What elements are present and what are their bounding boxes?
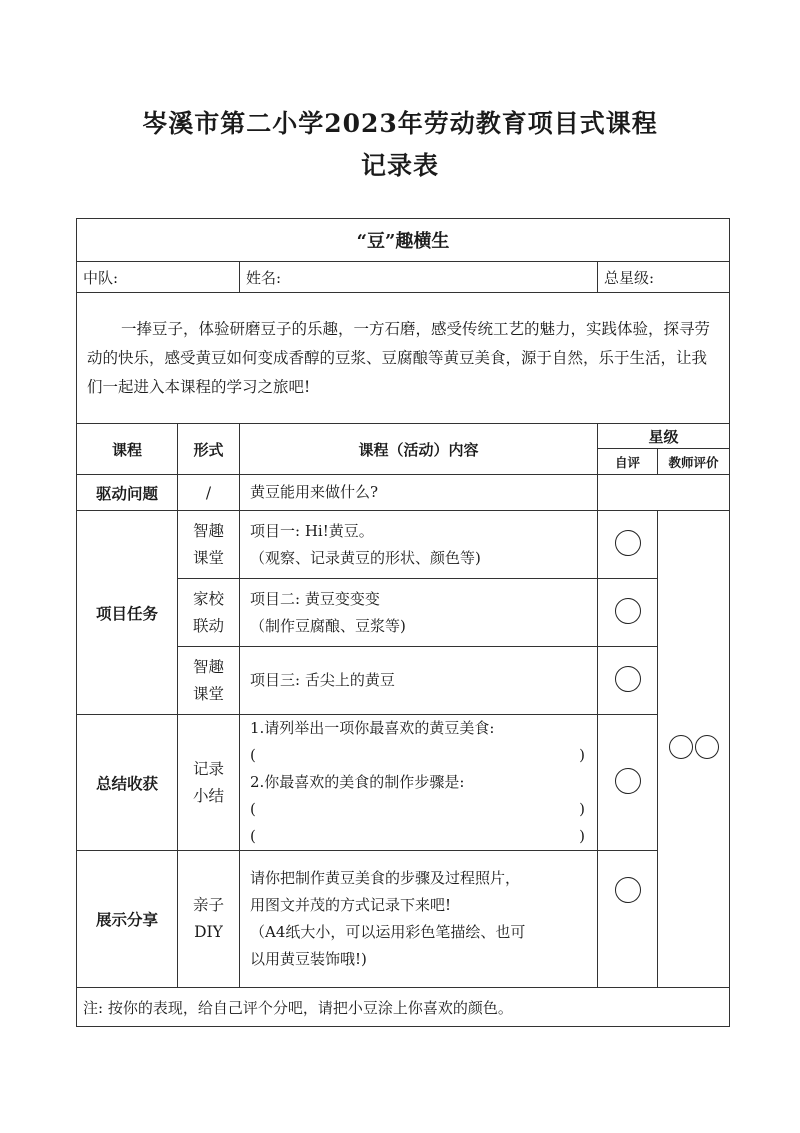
paren-open: ( [250, 800, 256, 818]
header-self-eval: 自评 [598, 449, 658, 475]
share-label: 展示分享 [77, 851, 178, 988]
summary-question-1: 1.请列举出一项你最喜欢的黄豆美食: [250, 719, 495, 737]
paren-close: ) [579, 827, 585, 845]
course-intro: 一捧豆子，体验研磨豆子的乐趣，一方石磨，感受传统工艺的魅力，实践体验，探寻劳动的快乐，感受黄豆如何变成香醇的豆浆、豆腐酿等黄豆美食，源于自然，乐于生活，让我们一起进入本课程的学习之旅吧! [77, 293, 730, 424]
task-form [178, 511, 240, 579]
task-form-line: 家校 [192, 589, 224, 608]
paren-close: ) [579, 800, 585, 818]
task-content [240, 511, 598, 579]
task-form-line: 课堂 [192, 548, 224, 567]
document-subtitle: 记录表 [360, 151, 439, 180]
self-eval-cell [598, 511, 658, 579]
self-eval-cell [598, 715, 658, 851]
task-content [240, 647, 598, 715]
document-title: 岑溪市第二小学2023年劳动教育项目式课程 [142, 109, 658, 138]
share-text-line: （A4纸大小，可以运用彩色笔描绘、也可 [250, 923, 526, 941]
paren-close: ) [579, 746, 585, 764]
paren-open: ( [250, 827, 256, 845]
task-title: 项目二: 黄豆变变变 [250, 589, 380, 608]
task-form-line: 智趣 [192, 657, 224, 676]
project-tasks-label: 项目任务 [77, 511, 178, 715]
drive-question-form: / [178, 475, 240, 511]
paren-open: ( [250, 746, 256, 764]
header-teacher-eval: 教师评价 [658, 449, 730, 475]
task-form-line: 智趣 [192, 521, 224, 540]
bean-rating-circle[interactable] [615, 530, 641, 556]
summary-content [240, 715, 598, 851]
task-form [178, 579, 240, 647]
summary-form-line: 记录 [192, 759, 224, 778]
task-content [240, 579, 598, 647]
answer-blank[interactable] [250, 796, 597, 823]
bean-rating-circle[interactable] [615, 598, 641, 624]
header-form: 形式 [178, 424, 240, 475]
answer-blank[interactable] [250, 823, 597, 850]
bean-rating-circle[interactable] [615, 666, 641, 692]
task-title: 项目一: Hi!黄豆。 [250, 521, 374, 540]
task-form [178, 647, 240, 715]
record-table [76, 218, 730, 1027]
share-form-line: DIY [194, 923, 223, 941]
share-text-line: 以用黄豆装饰哦!) [250, 950, 367, 968]
task-form-line: 课堂 [192, 684, 224, 703]
bean-rating-circle[interactable] [615, 768, 641, 794]
header-content: 课程（活动）内容 [240, 424, 598, 475]
bean-rating-circle[interactable] [615, 877, 641, 903]
task-title: 项目三: 舌尖上的黄豆 [250, 671, 395, 689]
share-form-line: 亲子 [192, 896, 224, 914]
share-form [178, 851, 240, 988]
share-text-line: 用图文并茂的方式记录下来吧! [250, 896, 452, 914]
self-eval-cell [598, 647, 658, 715]
squad-field[interactable]: 中队: [77, 262, 240, 293]
summary-form-line: 小结 [192, 786, 224, 805]
summary-label: 总结收获 [77, 715, 178, 851]
drive-question-content: 黄豆能用来做什么? [240, 475, 598, 511]
student-name-field[interactable]: 姓名: [240, 262, 598, 293]
share-content [240, 851, 598, 988]
footnote: 注: 按你的表现，给自己评个分吧，请把小豆涂上你喜欢的颜色。 [77, 988, 730, 1027]
bean-rating-circle[interactable] [695, 735, 719, 759]
self-eval-cell [598, 851, 658, 988]
answer-blank[interactable] [250, 742, 597, 769]
task-detail: （制作豆腐酿、豆浆等) [250, 616, 406, 635]
teacher-eval-cell [658, 511, 730, 988]
header-course: 课程 [77, 424, 178, 475]
drive-question-label: 驱动问题 [77, 475, 178, 511]
bean-rating-circle[interactable] [669, 735, 693, 759]
share-text-line: 请你把制作黄豆美食的步骤及过程照片， [250, 869, 521, 887]
task-form-line: 联动 [192, 616, 224, 635]
summary-question-2: 2.你最喜欢的美食的制作步骤是: [250, 773, 465, 791]
course-name: “豆”趣横生 [77, 219, 730, 262]
self-eval-cell [598, 579, 658, 647]
total-stars-field[interactable]: 总星级: [598, 262, 730, 293]
header-stars: 星级 [598, 424, 730, 449]
summary-form [178, 715, 240, 851]
drive-question-stars [598, 475, 730, 511]
task-detail: （观察、记录黄豆的形状、颜色等) [250, 548, 481, 567]
